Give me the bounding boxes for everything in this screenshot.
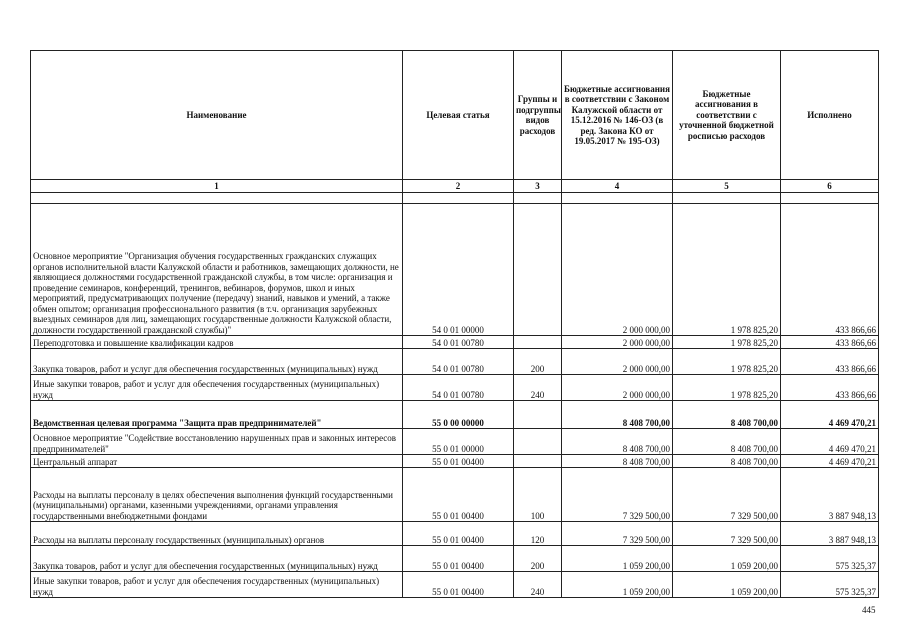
row-group: 240	[514, 375, 562, 401]
table-row	[31, 349, 879, 375]
row-group	[514, 401, 562, 429]
row-executed: 433 866,66	[781, 336, 879, 349]
row-group	[514, 204, 562, 336]
row-target: 55 0 01 00400	[403, 546, 514, 572]
row-refined: 1 978 825,20	[673, 204, 781, 336]
column-number: 5	[673, 180, 781, 193]
row-name: Основное мероприятие "Содействие восстановлению нарушенных прав и законных интересов предпринимателей"	[31, 429, 403, 455]
row-refined: 1 059 200,00	[673, 572, 781, 598]
row-refined: 7 329 500,00	[673, 468, 781, 522]
row-target: 54 0 01 00780	[403, 349, 514, 375]
row-group: 240	[514, 572, 562, 598]
table-row	[31, 336, 879, 349]
row-group	[514, 455, 562, 468]
row-target: 54 0 01 00000	[403, 204, 514, 336]
row-executed: 433 866,66	[781, 204, 879, 336]
page-number: 445	[862, 605, 876, 615]
header-budget-refined: Бюджетные ассигнования в соответствии с уточненной бюджетной росписью расходов	[673, 51, 781, 180]
row-executed: 4 469 470,21	[781, 455, 879, 468]
table-row	[31, 546, 879, 572]
row-law: 2 000 000,00	[562, 204, 673, 336]
row-refined: 1 978 825,20	[673, 349, 781, 375]
spacer-row	[31, 193, 879, 204]
row-target: 54 0 01 00780	[403, 375, 514, 401]
table-row	[31, 401, 879, 429]
row-name: Закупка товаров, работ и услуг для обеспечения государственных (муниципальных) нужд	[31, 546, 403, 572]
header-row	[31, 51, 879, 180]
row-group: 100	[514, 468, 562, 522]
row-refined: 8 408 700,00	[673, 401, 781, 429]
row-executed: 3 887 948,13	[781, 522, 879, 546]
table-row	[31, 204, 879, 336]
column-number: 2	[403, 180, 514, 193]
row-group: 200	[514, 349, 562, 375]
row-name: Расходы на выплаты персоналу государственных (муниципальных) органов	[31, 522, 403, 546]
row-name: Центральный аппарат	[31, 455, 403, 468]
row-law: 2 000 000,00	[562, 375, 673, 401]
row-target: 55 0 01 00400	[403, 572, 514, 598]
header-name: Наименование	[31, 51, 403, 180]
table-row	[31, 522, 879, 546]
row-law: 8 408 700,00	[562, 429, 673, 455]
row-group	[514, 429, 562, 455]
header-executed: Исполнено	[781, 51, 879, 180]
row-group	[514, 336, 562, 349]
column-number: 4	[562, 180, 673, 193]
row-target: 55 0 01 00400	[403, 468, 514, 522]
column-number-row	[31, 180, 879, 193]
row-executed: 4 469 470,21	[781, 401, 879, 429]
table-row	[31, 455, 879, 468]
row-target: 55 0 00 00000	[403, 401, 514, 429]
header-groups: Группы и подгруппы видов расходов	[514, 51, 562, 180]
row-executed: 3 887 948,13	[781, 468, 879, 522]
row-executed: 4 469 470,21	[781, 429, 879, 455]
row-refined: 1 978 825,20	[673, 375, 781, 401]
row-name: Основное мероприятие "Организация обучения государственных гражданских служащих органов исполнительной власти Калужской области и работников, замещающих должности, не являющиеся должностями государственной гражданской службы, в том числе: организация и проведение семинаров, конференций, тренингов, вебинаров, форумов, школ и иных мероприятий, предусматривающих получение (передачу) знаний, навыков и умений, а также обмен опытом; организация профессионального развития (в т.ч. организация зарубежных выездных семинаров для лиц, замещающих государственные должности Калужской области, должности государственной гражданской службы)"	[31, 204, 403, 336]
row-refined: 7 329 500,00	[673, 522, 781, 546]
table-row	[31, 468, 879, 522]
row-law: 2 000 000,00	[562, 336, 673, 349]
row-law: 8 408 700,00	[562, 455, 673, 468]
row-target: 55 0 01 00000	[403, 429, 514, 455]
row-target: 55 0 01 00400	[403, 522, 514, 546]
row-refined: 8 408 700,00	[673, 429, 781, 455]
row-law: 1 059 200,00	[562, 572, 673, 598]
table-row	[31, 572, 879, 598]
header-target: Целевая статья	[403, 51, 514, 180]
row-refined: 1 978 825,20	[673, 336, 781, 349]
table-row	[31, 429, 879, 455]
row-target: 54 0 01 00780	[403, 336, 514, 349]
header-budget-law: Бюджетные ассигнования в соответствии с Законом Калужской области от 15.12.2016 № 146-ОЗ (в ред. Закона КО от 19.05.2017 № 195-ОЗ)	[562, 51, 673, 180]
row-executed: 575 325,37	[781, 572, 879, 598]
row-name: Расходы на выплаты персоналу в целях обеспечения выполнения функций государственными (муниципальными) органами, казенными учреждениями, органами управления государственными внебюджетными фондами	[31, 468, 403, 522]
row-name: Закупка товаров, работ и услуг для обеспечения государственных (муниципальных) нужд	[31, 349, 403, 375]
row-name: Иные закупки товаров, работ и услуг для обеспечения государственных (муниципальных) нужд	[31, 375, 403, 401]
column-number: 6	[781, 180, 879, 193]
row-group: 120	[514, 522, 562, 546]
column-number: 1	[31, 180, 403, 193]
row-name: Иные закупки товаров, работ и услуг для обеспечения государственных (муниципальных) нужд	[31, 572, 403, 598]
row-executed: 433 866,66	[781, 349, 879, 375]
row-law: 8 408 700,00	[562, 401, 673, 429]
row-group: 200	[514, 546, 562, 572]
row-refined: 1 059 200,00	[673, 546, 781, 572]
row-law: 7 329 500,00	[562, 522, 673, 546]
row-executed: 433 866,66	[781, 375, 879, 401]
table-row	[31, 375, 879, 401]
budget-table	[30, 50, 879, 598]
row-law: 7 329 500,00	[562, 468, 673, 522]
row-law: 2 000 000,00	[562, 349, 673, 375]
row-executed: 575 325,37	[781, 546, 879, 572]
row-law: 1 059 200,00	[562, 546, 673, 572]
column-number: 3	[514, 180, 562, 193]
row-refined: 8 408 700,00	[673, 455, 781, 468]
row-name: Ведомственная целевая программа "Защита прав предпринимателей"	[31, 401, 403, 429]
row-target: 55 0 01 00400	[403, 455, 514, 468]
row-name: Переподготовка и повышение квалификации кадров	[31, 336, 403, 349]
